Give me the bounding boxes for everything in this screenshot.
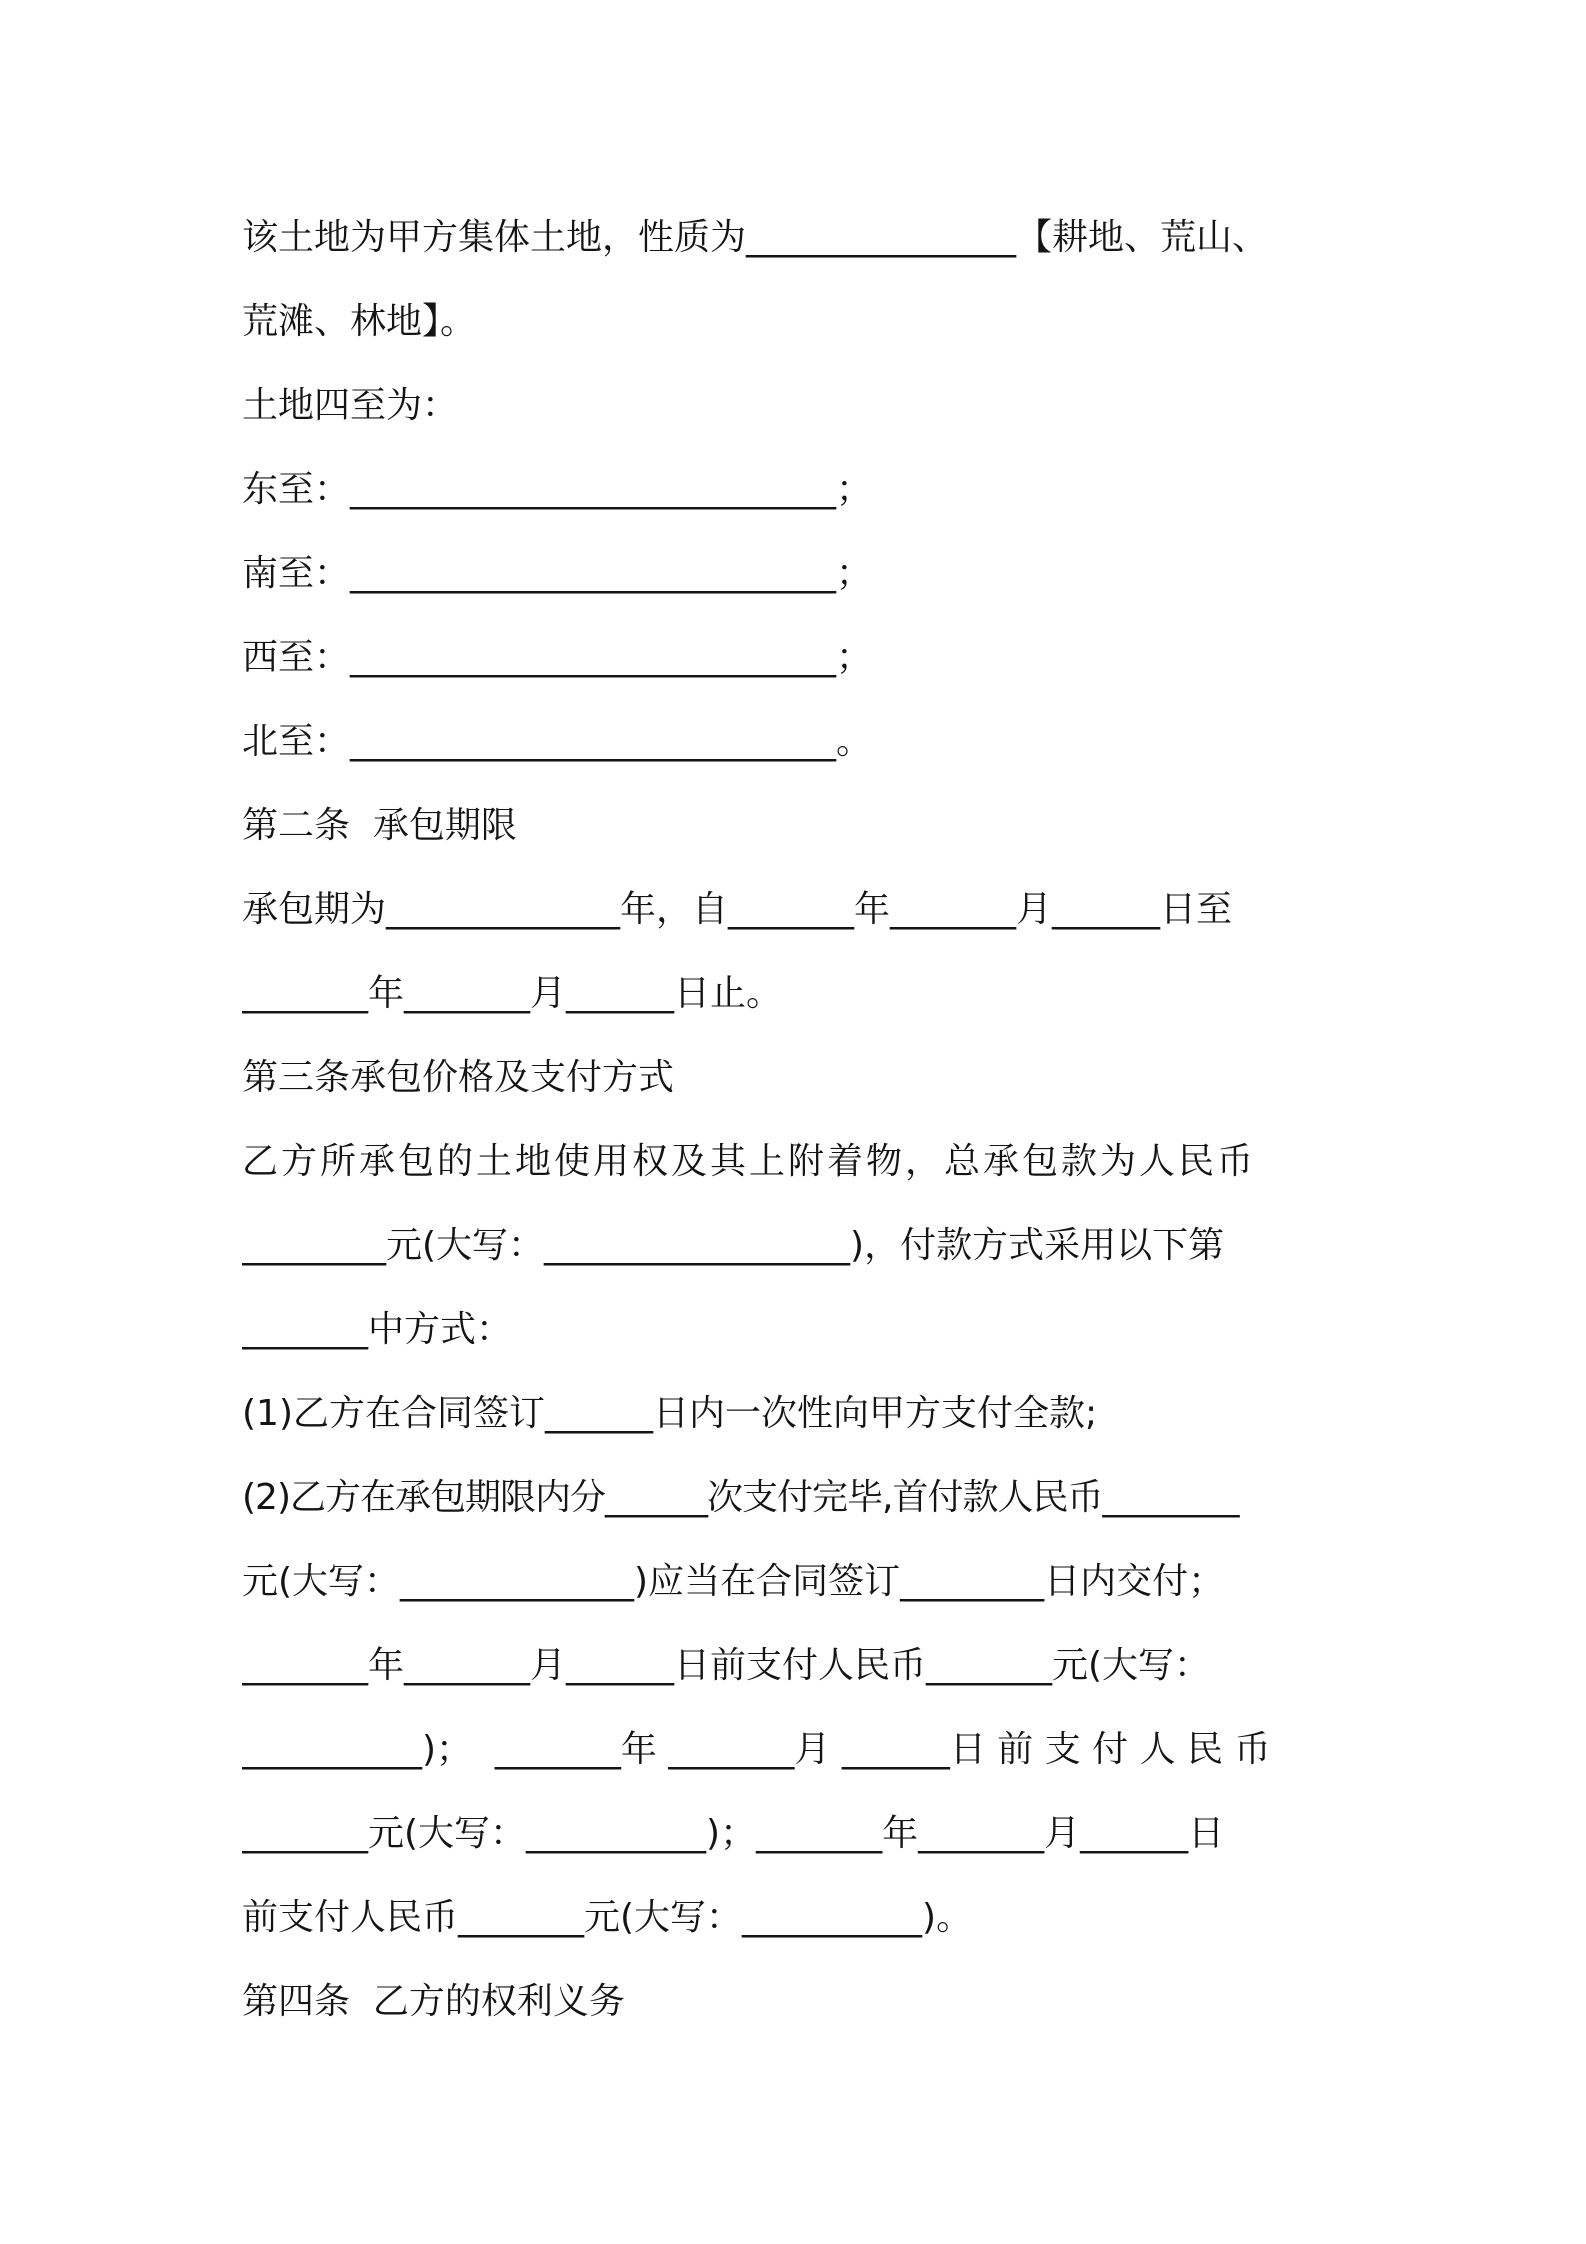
paragraph-line: 前支付人民币_______元(大写：__________)。 [242,1897,973,1938]
boundary-east-line: 东至：___________________________； [242,469,873,510]
boundary-north-line: 北至：___________________________。 [242,721,873,762]
paragraph-line: 土地四至为： [242,385,459,426]
paragraph-line: 乙方所承包的土地使用权及其上附着物，总承包款为人民币 [242,1141,1257,1182]
paragraph-line: _______元(大写：__________)；_______年_______月______日 [242,1813,1225,1854]
paragraph-line: ________元(大写：_________________)，付款方式采用以下第 [242,1225,1225,1266]
paragraph-line: 元(大写：_____________)应当在合同签订________日内交付； [242,1561,1225,1602]
paragraph-line: 荒滩、林地】。 [242,301,477,342]
paragraph-line: _______年_______月______日前支付人民币_______元(大写： [242,1645,1211,1686]
boundary-west-line: 西至：___________________________； [242,637,873,678]
section-heading-4: 第四条 乙方的权利义务 [242,1981,625,2022]
paragraph-line: __________)； _______年 _______月 ______日 前 支 付 人 民 币 [242,1729,1271,1770]
section-heading-3: 第三条承包价格及支付方式 [242,1057,675,1098]
section-heading-2: 第二条 承包期限 [242,805,517,846]
boundary-south-line: 南至：___________________________； [242,553,873,594]
payment-option-2: (2)乙方在承包期限内分______次支付完毕,首付款人民币________ [242,1477,1239,1518]
document-body [242,196,1357,2044]
paragraph-line: _______年_______月______日止。 [242,973,783,1014]
paragraph-line: 该土地为甲方集体土地，性质为_______________【耕地、荒山、 [242,217,1269,258]
paragraph-line: _______中方式： [242,1309,513,1350]
paragraph-line: 承包期为_____________年，自_______年_______月______日至 [242,889,1233,930]
payment-option-1: (1)乙方在合同签订______日内一次性向甲方支付全款; [242,1393,1098,1434]
